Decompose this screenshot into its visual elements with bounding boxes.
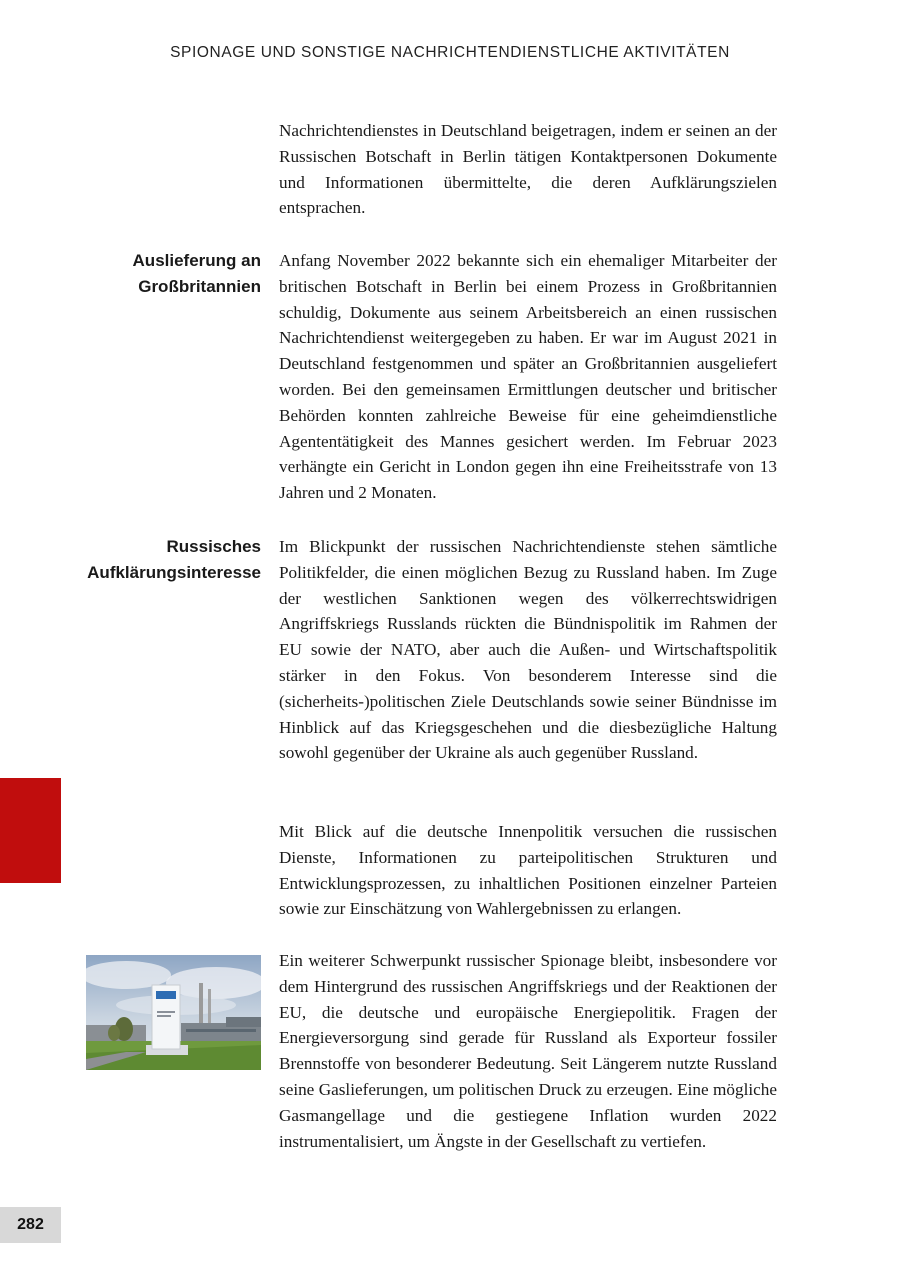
running-header: SPIONAGE UND SONSTIGE NACHRICHTENDIENSTLICHE AKTIVITÄTEN (170, 44, 730, 61)
side-heading-line: Großbritannien (138, 277, 261, 296)
side-heading-line: Russisches (166, 537, 261, 556)
side-heading-extradition (61, 248, 261, 300)
side-heading-line: Auslieferung an (132, 251, 261, 270)
paragraph-intelligence-interest: Im Blickpunkt der russischen Nachrichtendienste stehen sämtliche Politikfelder, die einen möglichen Bezug zu Russland haben. Im Zuge der westlichen Sanktionen wegen des völkerrechtswidrigen Angriffskriegs Russlands rückten die Bündnispolitik im Rahmen der EU sowie der NATO, aber auch die Außen- und Wirtschaftspolitik stärker in den Fokus. Von besonderem Interesse sind die (sicherheits-)politischen Ziele Deutschlands sowie seiner Bündnisse im Hinblick auf das Kriegsgeschehen und die diesbezügliche Haltung sowohl gegenüber der Ukraine als auch gegenüber Russland. (279, 537, 777, 763)
paragraph-continuation: Nachrichtendienstes in Deutschland beigetragen, indem er seinen an der Russischen Botschaft in Berlin tätigen Kontaktpersonen Dokumente und Informationen übermittelte, die deren Aufklärungszielen entsprachen. (279, 121, 777, 218)
paragraph-extradition: Anfang November 2022 bekannte sich ein ehemaliger Mitarbeiter der britischen Botschaft in Berlin bei einem Prozess in Großbritannien schuldig, Dokumente aus seinem Arbeitsbereich an einen russischen Nachrichtendienst weitergegeben zu haben. Er war im August 2021 in Deutschland festgenommen und später an Großbritannien ausgeliefert worden. Bei den gemeinsamen Ermittlungen deutscher und britischer Behörden konnten zahlreiche Beweise für eine geheimdienstliche Agententätigkeit des Mannes gesichert werden. Im Februar 2023 verhängte ein Gericht in London gegen ihn eine Freiheitsstrafe von 13 Jahren und 2 Monaten. (279, 251, 777, 503)
chapter-marker-tab (0, 778, 61, 883)
page-number: 282 (0, 1207, 61, 1243)
paragraph-domestic-politics: Mit Blick auf die deutsche Innenpolitik versuchen die russischen Dienste, Informationen zu parteipolitischen Strukturen und Entwicklungsprozessen, zu inhaltlichen Positionen einzelner Parteien sowie zur Einschätzung von Wahlergebnissen zu erlangen. (279, 822, 777, 919)
energy-facility-photo (86, 955, 261, 1070)
paragraph-energy-policy: Ein weiterer Schwerpunkt russischer Spionage bleibt, insbesondere vor dem Hintergrund des russischen Angriffskriegs und der Reaktionen der EU, die deutsche und europäische Energiepolitik. Fragen der Energieversorgung sind gerade für Russland als Exporteur fossiler Brennstoffe von besonderer Bedeutung. Seit Längerem nutzte Russland seine Gaslieferungen, um politischen Druck zu erzeugen. Eine mögliche Gasmangellage und die gestiegene Inflation wurden 2022 instrumentalisiert, um Ängste in der Gesellschaft zu vertiefen. (279, 951, 777, 1151)
side-heading-line: Aufklärungsinteresse (87, 563, 261, 582)
side-heading-intelligence-interest (61, 534, 261, 586)
